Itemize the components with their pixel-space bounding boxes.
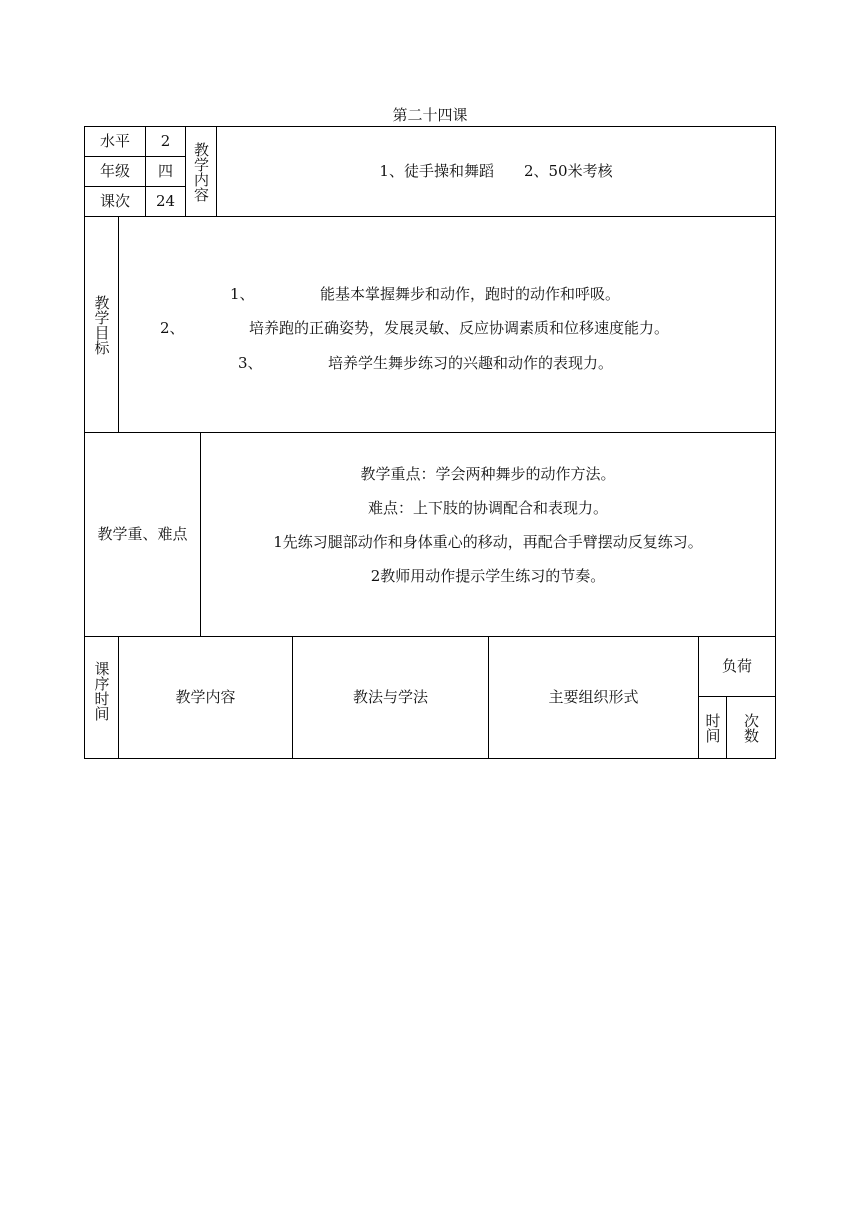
table-border-bottom — [84, 758, 776, 759]
method-line-1: 1先练习腿部动作和身体重心的移动，再配合手臂摆动反复练习。 — [273, 533, 703, 551]
objective-3-text: 培养学生舞步练习的兴趣和动作的表现力。 — [328, 354, 614, 372]
col-divider — [118, 216, 119, 433]
content-label: 教学内容 — [192, 141, 210, 202]
lesson-label: 课次 — [99, 192, 130, 211]
section-divider — [84, 216, 776, 217]
methods-header: 教法与学法 — [352, 688, 428, 707]
lesson-value: 24 — [155, 192, 176, 211]
time-header: 时间 — [703, 712, 722, 743]
level-label: 水平 — [99, 132, 130, 151]
method-line-2: 2教师用动作提示学生练习的节奏。 — [370, 567, 606, 585]
level-value: 2 — [160, 132, 171, 151]
table-border-right — [775, 126, 776, 759]
objectives-label: 教学目标 — [92, 294, 111, 355]
objective-2-text: 培养跑的正确姿势，发展灵敏、反应协调素质和位移速度能力。 — [249, 319, 670, 337]
objective-2-number: 2、 — [160, 319, 185, 337]
key-point-line: 教学重点：学会两种舞步的动作方法。 — [360, 465, 616, 483]
page-title: 第二十四课 — [392, 106, 468, 124]
count-header: 次数 — [742, 712, 760, 743]
objective-1-number: 1、 — [230, 285, 255, 303]
key-points-label: 教学重、难点 — [97, 525, 188, 544]
organization-header: 主要组织形式 — [548, 688, 639, 707]
grade-value: 四 — [157, 162, 173, 181]
content-text: 1、徒手操和舞蹈 2、50米考核 — [379, 162, 613, 181]
sequence-time-header: 课序时间 — [92, 661, 111, 721]
load-header: 负荷 — [721, 657, 752, 676]
difficulty-line: 难点：上下肢的协调配合和表现力。 — [367, 499, 608, 517]
objective-3-number: 3、 — [238, 354, 263, 372]
content-header: 教学内容 — [175, 688, 236, 707]
objective-1-text: 能基本掌握舞步和动作，跑时的动作和呼吸。 — [320, 285, 621, 303]
grade-label: 年级 — [99, 162, 130, 181]
